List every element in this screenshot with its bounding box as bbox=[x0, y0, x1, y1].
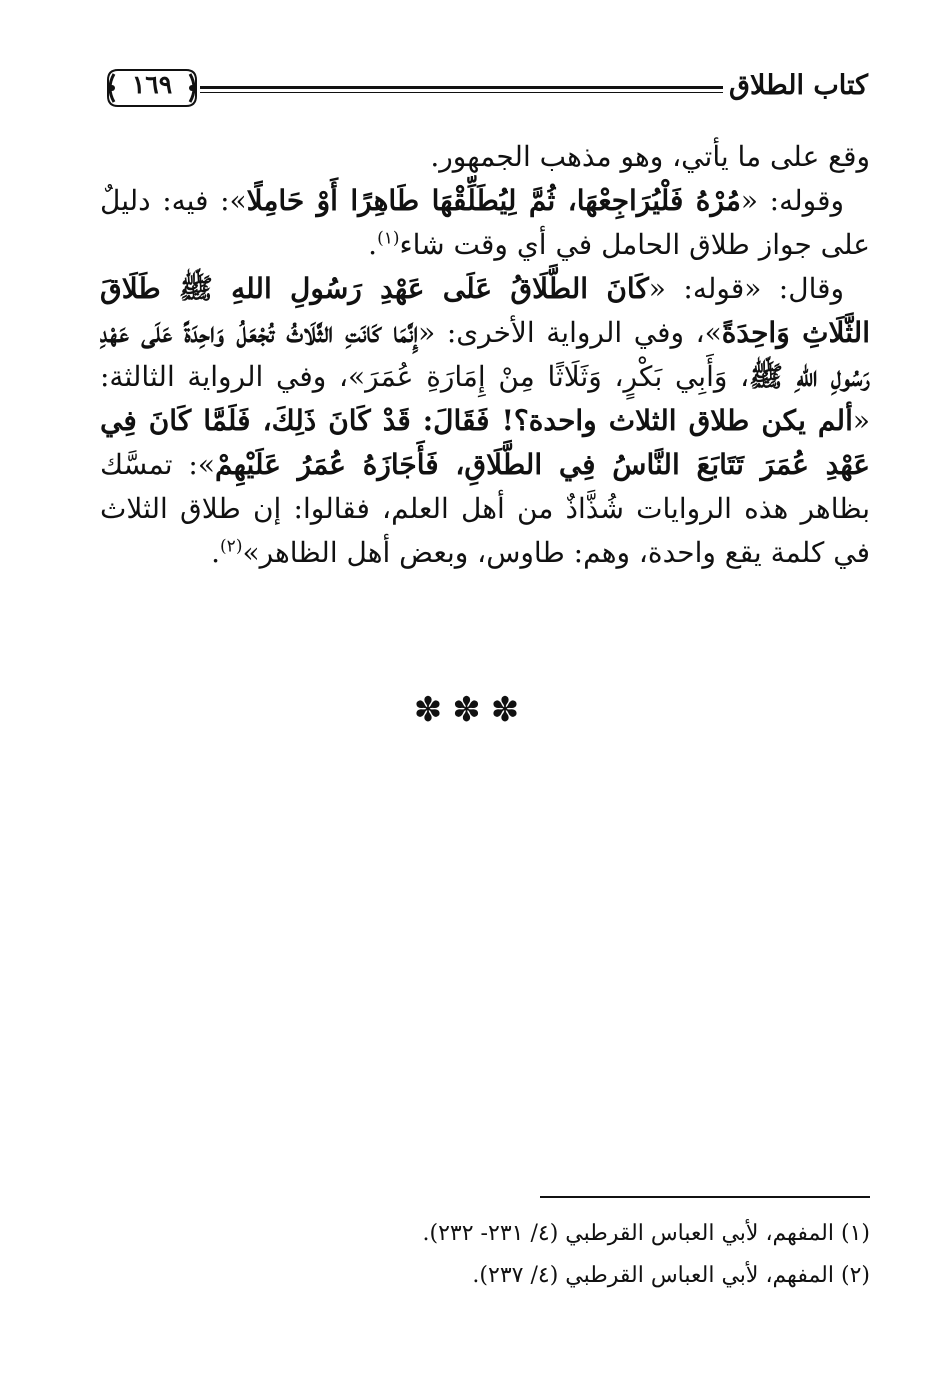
footnote-1: (١) المفهم، لأبي العباس القرطبي (٤/ ٢٣١- ٢٣٢). bbox=[422, 1221, 870, 1246]
page-number: ١٦٩ bbox=[131, 70, 173, 99]
footnote-marker: (٢) bbox=[220, 536, 243, 557]
page-number-badge bbox=[104, 66, 200, 110]
paragraph-3 bbox=[100, 267, 870, 575]
text-run: »: تمسَّك بظاهر هذه الروايات شُذَّاذٌ من أهل العلم، فقالوا: إن طلاق الثلاث في كلمة يقع واحدة، وهم: طاوس، وبعض أهل الظاهر» bbox=[100, 448, 870, 569]
main-text bbox=[100, 135, 870, 575]
text-run: »، وفي الرواية الأخرى: « bbox=[418, 316, 722, 349]
text-run: وقع على ما يأتي، وهو مذهب الجمهور. bbox=[430, 140, 870, 173]
footnote-2: (٢) المفهم، لأبي العباس القرطبي (٤/ ٢٣٧). bbox=[472, 1263, 870, 1288]
hadith-quote: إِنَّمَا كَانَتِ الثَّلَاثُ تُجْعَلُ وَاحِدَةً عَلَى عَهْدِ رَسُولِ اللهِ ﷺ bbox=[100, 316, 871, 393]
text-run: . bbox=[368, 228, 378, 261]
hadith-quote: كَانَ الطَّلَاقُ عَلَى عَهْدِ رَسُولِ اللهِ ﷺ طَلَاقَ الثَّلَاثِ وَاحِدَةً bbox=[100, 272, 870, 349]
footnote-rule bbox=[540, 1196, 870, 1198]
section-divider-ornament: ✽✽✽ bbox=[413, 690, 530, 730]
text-run: ، وَأَبِي بَكْرٍ، وَثَلَاثًا مِنْ إِمَارَةِ عُمَرَ»، وفي الرواية الثالثة: « bbox=[100, 360, 870, 437]
text-run: وقال: «قوله: « bbox=[648, 272, 845, 305]
running-header-title: كتاب الطلاق bbox=[729, 70, 868, 101]
text-run: »: فيه: دليلٌ على جواز طلاق الحامل في أي وقت شاء bbox=[100, 184, 870, 261]
text-run: . bbox=[211, 536, 221, 569]
hadith-quote: مُرْهُ فَلْيُرَاجِعْهَا، ثُمَّ لِيُطَلِّقْهَا طَاهِرًا أَوْ حَامِلًا bbox=[246, 184, 741, 217]
text-run: وقوله: « bbox=[740, 184, 844, 217]
footnote-marker: (١) bbox=[377, 228, 400, 249]
paragraph-2 bbox=[100, 179, 870, 267]
hadith-quote: ألم يكن طلاق الثلاث واحدة؟! فَقَالَ: قَدْ كَانَ ذَلِكَ، فَلَمَّا كَانَ فِي عَهْدِ عُمَرَ تَتَابَعَ النَّاسُ فِي الطَّلَاقِ، فَأَجَازَهُ عُمَرُ عَلَيْهِمْ bbox=[100, 404, 870, 481]
paragraph-1 bbox=[100, 135, 870, 179]
footnotes bbox=[100, 1213, 870, 1297]
header-rule bbox=[200, 86, 723, 89]
